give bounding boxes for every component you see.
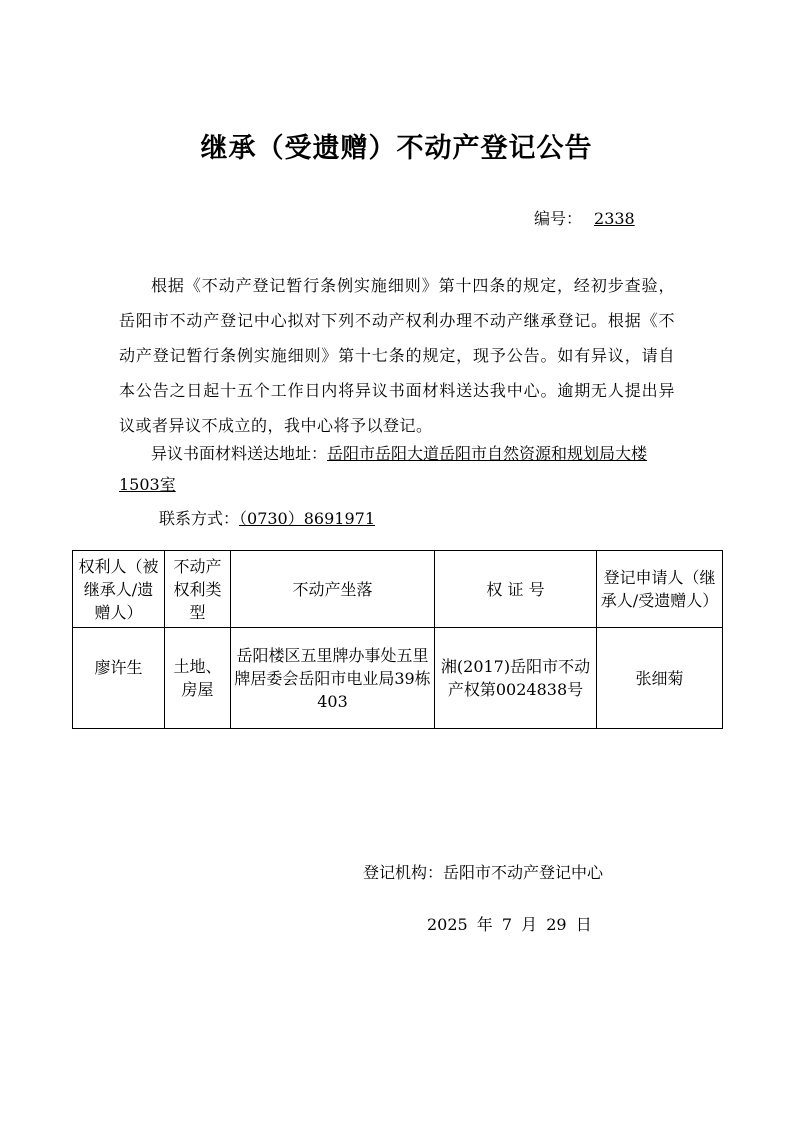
- header-location: 不动产坐落: [231, 551, 435, 628]
- registration-table: [72, 550, 723, 729]
- announcement-body: 根据《不动产登记暂行条例实施细则》第十四条的规定，经初步查验，岳阳市不动产登记中心拟对下列不动产权利办理不动产继承登记。根据《不动产登记暂行条例实施细则》第十七条的规定，现予公告。如有异议，请自本公告之日起十五个工作日内将异议书面材料送达我中心。逾期无人提出异议或者异议不成立的，我中心将予以登记。: [119, 276, 675, 435]
- cell-certificate-number: 湘(2017)岳阳市不动产权第0024838号: [435, 628, 597, 729]
- header-applicant: 登记申请人（继承人/受遗赠人）: [597, 551, 723, 628]
- registration-org: 登记机构：岳阳市不动产登记中心: [363, 863, 604, 882]
- page-title: 继承（受遗赠）不动产登记公告: [200, 133, 593, 164]
- header-certificate-number: 权 证 号: [435, 551, 597, 628]
- address-value: 岳阳市岳阳大道岳阳市自然资源和规划局大楼1503室: [119, 444, 648, 494]
- cell-location: 岳阳楼区五里牌办事处五里牌居委会岳阳市电业局39栋403: [231, 628, 435, 729]
- address-label: 异议书面材料送达地址：: [151, 444, 328, 463]
- cell-rights-holder: 廖许生: [73, 628, 165, 729]
- contact-value: （0730）8691971: [239, 509, 375, 528]
- contact-label: 联系方式：: [159, 509, 240, 528]
- contact-info: [159, 506, 375, 529]
- announcement-number: [534, 206, 635, 229]
- table-row: [73, 628, 723, 729]
- header-right-type: 不动产权利类型: [165, 551, 231, 628]
- number-label: 编号：: [534, 209, 583, 228]
- cell-applicant: 张细菊: [597, 628, 723, 729]
- announcement-date: 2025 年 7 月 29 日: [427, 915, 592, 934]
- cell-right-type: 土地、房屋: [165, 628, 231, 729]
- header-rights-holder: 权利人（被继承人/遗赠人）: [73, 551, 165, 628]
- objection-address: [119, 438, 675, 500]
- table-header-row: [73, 551, 723, 628]
- number-value: 2338: [594, 209, 635, 228]
